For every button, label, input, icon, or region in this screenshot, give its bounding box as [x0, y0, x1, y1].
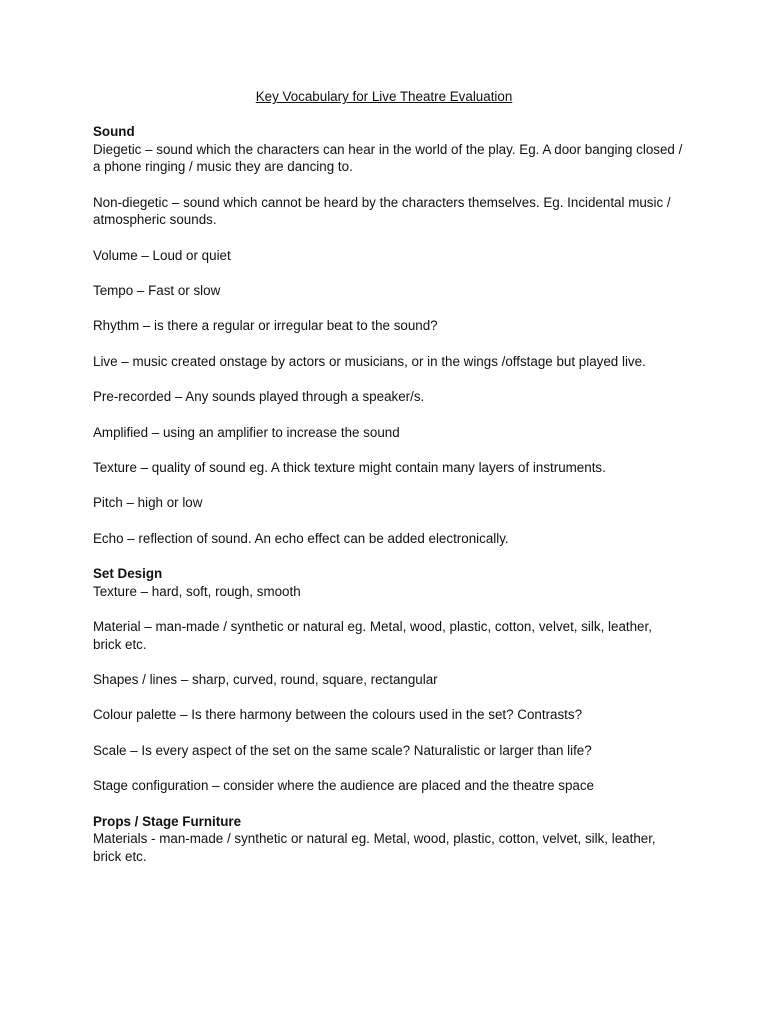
vocab-materials: Materials - man-made / synthetic or natural eg. Metal, wood, plastic, cotton, velvet, silk, leather, brick etc. — [93, 831, 656, 864]
vocab-tempo: Tempo – Fast or slow — [93, 282, 221, 298]
vocab-shapes-lines: Shapes / lines – sharp, curved, round, square, rectangular — [93, 672, 438, 688]
vocab-live: Live – music created onstage by actors or musicians, or in the wings /offstage but played live. — [93, 353, 646, 369]
vocab-texture-sound: Texture – quality of sound eg. A thick texture might contain many layers of instruments. — [93, 459, 606, 475]
vocab-rhythm: Rhythm – is there a regular or irregular beat to the sound? — [93, 318, 438, 334]
section-sound — [93, 123, 683, 547]
vocab-texture-set: Texture – hard, soft, rough, smooth — [93, 583, 301, 599]
document-body — [93, 123, 683, 883]
vocab-diegetic: Diegetic – sound which the characters can hear in the world of the play. Eg. A door banging closed / a phone ringing / music they are dancing to. — [93, 141, 683, 175]
vocab-pitch: Pitch – high or low — [93, 495, 203, 511]
vocab-scale: Scale – Is every aspect of the set on the same scale? Naturalistic or larger than life? — [93, 742, 592, 758]
section-set-design — [93, 565, 683, 795]
section-props-stage-furniture — [93, 813, 683, 866]
section-heading-sound: Sound — [93, 124, 135, 139]
vocab-amplified: Amplified – using an amplifier to increase the sound — [93, 424, 400, 440]
vocab-non-diegetic: Non-diegetic – sound which cannot be heard by the characters themselves. Eg. Incidental music / atmospheric sounds. — [93, 194, 671, 228]
vocab-pre-recorded: Pre-recorded – Any sounds played through a speaker/s. — [93, 389, 425, 405]
vocab-volume: Volume – Loud or quiet — [93, 247, 231, 263]
vocab-echo: Echo – reflection of sound. An echo effect can be added electronically. — [93, 530, 509, 546]
vocab-stage-configuration: Stage configuration – consider where the audience are placed and the theatre space — [93, 778, 595, 794]
vocab-colour-palette: Colour palette – Is there harmony between the colours used in the set? Contrasts? — [93, 707, 583, 723]
section-heading-props: Props / Stage Furniture — [93, 813, 242, 829]
vocab-material: Material – man-made / synthetic or natural eg. Metal, wood, plastic, cotton, velvet, silk, leather, brick etc. — [93, 619, 652, 652]
section-heading-set-design: Set Design — [93, 566, 163, 582]
document-title: Key Vocabulary for Live Theatre Evaluation — [255, 89, 513, 104]
